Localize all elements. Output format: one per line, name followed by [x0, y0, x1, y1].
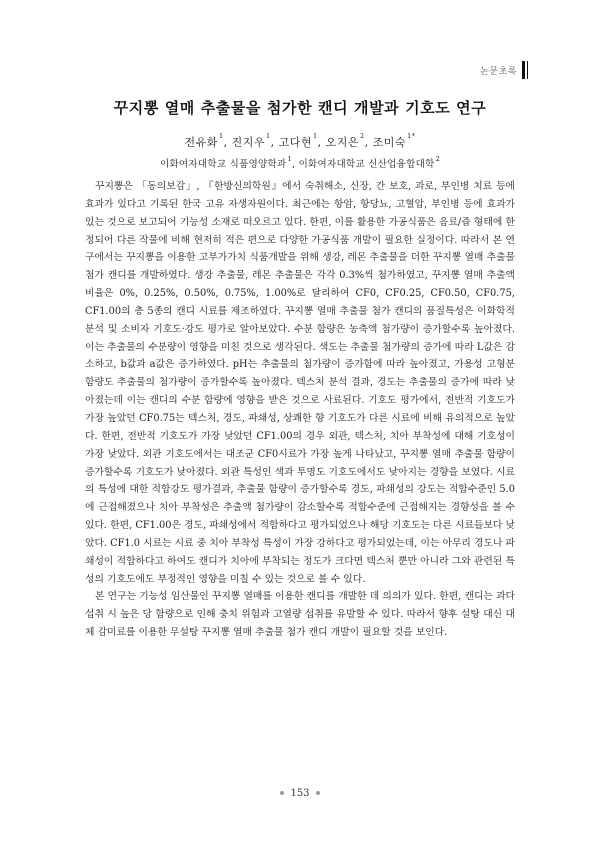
author-affiliation-mark: 1 [265, 132, 271, 140]
page-number: 153 [290, 787, 310, 799]
author-separator: , [317, 136, 326, 149]
section-header [480, 60, 528, 80]
author-name: 진지우 [231, 136, 265, 149]
author-name: 고다현 [278, 136, 312, 149]
abstract-paragraph: 꾸지뽕은 「동의보감」, 『한방신의학원』에서 숙취해소, 신장, 간 보호, 과로, 부인병 치료 등에 효과가 있다고 기록된 한국 고유 자생자원이다. 최근에는 항암, 항당뇨, 고혈압, 부인병 등에 효과가 있는 것으로 보고되어 기능성 소재로 떠오르고 있다. 한편, 이를 활용한 가공식품은 음료/즙 형태에 한정되어 다른 작물에 비해 현저히 적은 편으로 다양한 가공식품 개발이 필요한 실정이다. 따라서 본 연구에서는 꾸지뽕을 이용한 고부가가치 식품개발을 위해 생강, 레몬 추출물을 더한 꾸지뽕 열매 추출물 첨가 캔디를 개발하였다. 생강 추출물, 레몬 추출물은 각각 0.3%씩 첨가하였고, 꾸지뽕 열매 추출액 비율은 0%, 0.25%, 0.50%, 0.75%, 1.00%로 달리하여 CF0, CF0.25, CF0.50, CF0.75, CF1.00의 총 5종의 캔디 시료를 제조하였다. 꾸지뽕 열매 추출물 첨가 캔디의 품질특성은 이화학적 분석 및 소비자 기호도·강도 평가로 알아보았다. 수분 함량은 농축액 첨가량이 증가할수록 높아졌다. 이는 추출물의 수분량이 영향을 미친 것으로 생각된다. 색도는 추출물 첨가량의 증가에 따라 L값은 감소하고, b값과 a값은 증가하였다. pH는 추출물의 첨가량이 증가함에 따라 높아졌고, 가용성 고형분 함량도 추출물의 첨가량이 증가할수록 높아졌다. 텍스처 분석 결과, 경도는 추출물의 증가에 따라 낮아졌는데 이는 캔디의 수분 함량에 영향을 받은 것으로 사료된다. 기호도 평가에서, 전반적 기호도가 가장 높았던 CF0.75는 텍스처, 경도, 파쇄성, 상쾌한 향 기호도가 다른 시료에 비해 유의적으로 높았다. 한편, 전반적 기호도가 가장 낮았던 CF1.00의 경우 외관, 텍스처, 치아 부착성에 대해 기호성이 가장 낮았다. 외관 기호도에서는 대조군 CF0시료가 가장 높게 나타났고, 꾸지뽕 열매 추출물 함량이 증가할수록 기호도가 낮아졌다. 외관 특성인 색과 투명도 기호도에서도 낮아지는 경향을 보였다. 시료의 특성에 대한 적합강도 평가결과, 추출물 함량이 증가할수록 경도, 파쇄성의 강도는 적합수준인 5.0에 근접해졌으나 치아 부착성은 추출액 첨가량이 감소할수록 적합수준에 근접해지는 경향성을 볼 수 있다. 한편, CF1.00은 경도, 파쇄성에서 적합하다고 평가되었으나 해당 기호도는 다른 시료들보다 낮았다. CF1.0 시료는 시료 중 치아 부착성 특성이 가장 강하다고 평가되었는데, 이는 아무리 경도나 파쇄성이 적합하다고 하여도 캔디가 치아에 부착되는 정도가 크다면 텍스처 뿐만 아니라 그와 관련된 특성의 기호도에도 부정적인 영향을 미칠 수 있는 것으로 볼 수 있다. [85, 181, 516, 585]
abstract-body [85, 178, 515, 642]
author-name: 조미숙 [372, 136, 407, 149]
author-affiliation-mark: 1 [218, 132, 224, 140]
affiliation-name: 이화여자대학교 식품영양학과 [159, 159, 287, 170]
footer-dot-icon [316, 791, 320, 795]
affiliation-separator: , [291, 159, 299, 170]
footer-dot-icon [280, 791, 284, 795]
author-name: 오지은 [325, 136, 360, 149]
affiliation-mark: 2 [435, 155, 441, 163]
author-name: 전유화 [184, 136, 218, 149]
affiliation-list [40, 157, 560, 173]
section-label: 논문초록 [480, 66, 517, 77]
author-affiliation-mark: 1 [313, 132, 318, 140]
abstract-paragraph: 본 연구는 기능성 임산물인 꾸지뽕 열매를 이용한 캔디를 개발한 데 의의가 있다. 한편, 캔디는 과다섭취 시 높은 당 함량으로 인해 충치 위험과 고열량 섭취를 유발할 수 있다. 따라서 향후 설탕 대신 대체 감미료를 이용한 무설탕 꾸지뽕 열매 추출물 첨가 캔디 개발이 필요할 것을 보인다. [85, 591, 515, 639]
section-marker-thin-bar-icon [527, 61, 529, 79]
author-separator: , [364, 136, 373, 149]
affiliation-name: 이화여자대학교 신산업융합대학 [298, 159, 435, 170]
author-separator: , [270, 136, 279, 149]
author-affiliation-mark: 1* [407, 132, 416, 140]
author-affiliation-mark: 2 [360, 132, 365, 140]
page-footer [0, 784, 600, 802]
section-marker-bar-icon [522, 61, 525, 79]
author-separator: , [223, 136, 232, 149]
affiliation-mark: 1 [287, 155, 292, 163]
article-title: 꾸지뽕 열매 추출물을 첨가한 캔디 개발과 기호도 연구 [113, 99, 487, 117]
author-list [40, 134, 560, 152]
